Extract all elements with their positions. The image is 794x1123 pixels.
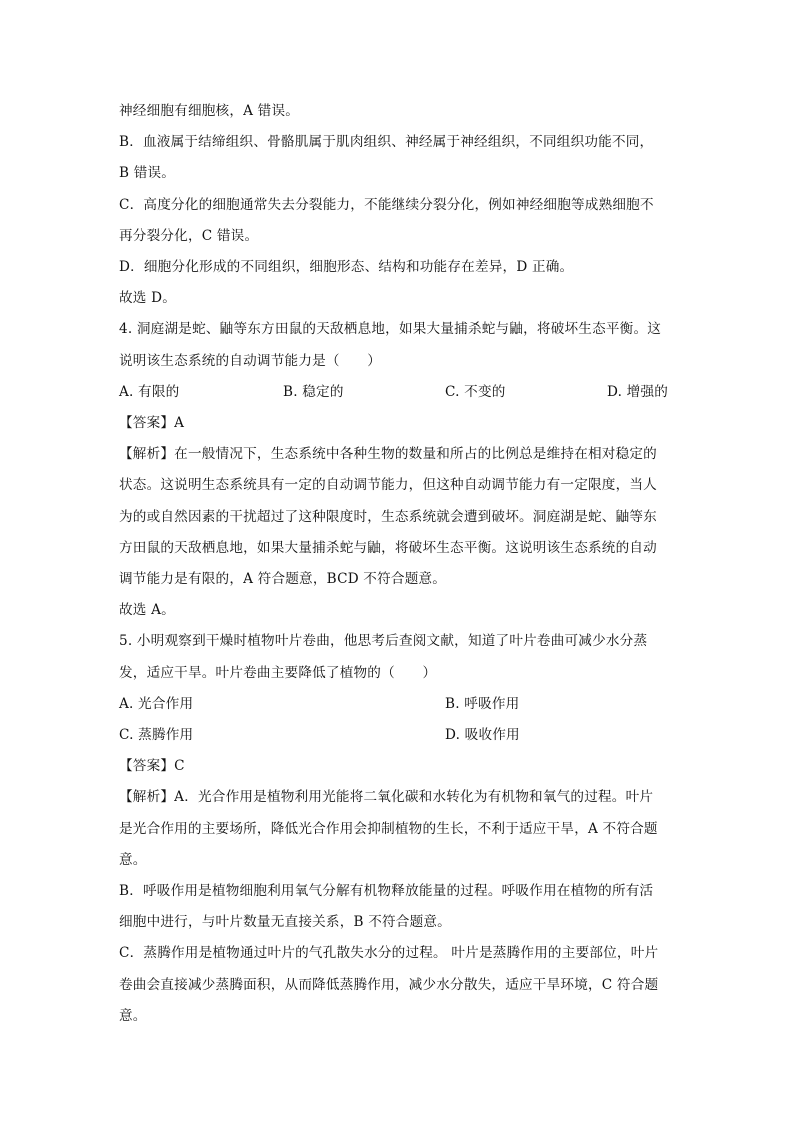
prev-option-d-line: D．细胞分化形成的不同组织，细胞形态、结构和功能存在差异，D 正确。 xyxy=(119,259,574,276)
q4-option-a: A. 有限的 xyxy=(119,383,180,400)
q5-option-c: C. 蒸腾作用 xyxy=(119,727,194,744)
q4-options xyxy=(119,377,679,408)
q5-options-row xyxy=(119,720,679,751)
q5-analysis-line: B．呼吸作用是植物细胞利用氧气分解有机物释放能量的过程。呼吸作用在植物的所有活 xyxy=(119,883,654,900)
q5-analysis-line: 意。 xyxy=(119,1007,147,1024)
q5-analysis-line: 意。 xyxy=(119,851,147,868)
q4-analysis-line: 方田鼠的天敌栖息地，如果大量捕杀蛇与鼬，将破坏生态平衡。这说明该生态系统的自动 xyxy=(119,539,657,556)
q4-option-b: B. 稳定的 xyxy=(283,383,344,400)
q5-option-a: A. 光合作用 xyxy=(119,695,194,712)
q5-analysis-line: 【解析】A．光合作用是植物利用光能将二氧化碳和水转化为有机物和氧气的过程。叶片 xyxy=(119,789,654,806)
q4-answer: 【答案】A xyxy=(119,415,185,432)
prev-option-c-line: C．高度分化的细胞通常失去分裂能力，不能继续分裂分化，例如神经细胞等成熟细胞不 xyxy=(119,196,654,213)
q4-stem: 4. 洞庭湖是蛇、鼬等东方田鼠的天敌栖息地，如果大量捕杀蛇与鼬，将破坏生态平衡。这 xyxy=(119,321,662,338)
q4-analysis-line: 【解析】在一般情况下，生态系统中各种生物的数量和所占的比例总是维持在相对稳定的 xyxy=(119,446,657,463)
q4-option-d: D. 增强的 xyxy=(607,383,669,400)
q4-option-c: C. 不变的 xyxy=(445,383,506,400)
prev-analysis-line: 神经细胞有细胞核，A 错误。 xyxy=(119,103,300,119)
q5-options-row xyxy=(119,689,679,720)
q4-analysis-line: 调节能力是有限的，A 符合题意，BCD 不符合题意。 xyxy=(119,571,447,588)
q5-answer: 【答案】C xyxy=(119,758,185,775)
prev-option-b-line: B 错误。 xyxy=(119,165,176,182)
q5-stem: 发，适应干旱。叶片卷曲主要降低了植物的（ ） xyxy=(119,664,437,681)
prev-choose-line: 故选 D。 xyxy=(119,290,177,307)
q4-choose-line: 故选 A。 xyxy=(119,602,175,619)
q5-option-d: D. 吸收作用 xyxy=(445,727,520,744)
q5-analysis-line: C．蒸腾作用是植物通过叶片的气孔散失水分的过程。 叶片是蒸腾作用的主要部位，叶片 xyxy=(119,945,659,962)
prev-option-b-line: B．血液属于结缔组织、骨骼肌属于肌肉组织、神经属于神经组织，不同组织功能不同， xyxy=(119,134,654,151)
q4-analysis-line: 状态。这说明生态系统具有一定的自动调节能力，但这种自动调节能力有一定限度，当人 xyxy=(119,477,657,494)
q5-stem: 5. 小明观察到干燥时植物叶片卷曲，他思考后查阅文献，知道了叶片卷曲可减少水分蒸 xyxy=(119,633,648,650)
q5-option-b: B. 呼吸作用 xyxy=(445,695,520,712)
q4-analysis-line: 为的或自然因素的干扰超过了这种限度时，生态系统就会遭到破坏。洞庭湖是蛇、鼬等东 xyxy=(119,508,657,525)
prev-option-c-line: 再分裂分化，C 错误。 xyxy=(119,227,259,244)
q5-analysis-line: 卷曲会直接减少蒸腾面积，从而降低蒸腾作用，减少水分散失，适应干旱环境，C 符合题 xyxy=(119,976,659,993)
q4-stem: 说明该生态系统的自动调节能力是（ ） xyxy=(119,352,382,369)
page-content xyxy=(119,96,679,1032)
q5-analysis-line: 细胞中进行，与叶片数量无直接关系，B 不符合题意。 xyxy=(119,914,451,931)
q5-analysis-line: 是光合作用的主要场所，降低光合作用会抑制植物的生长，不利于适应干旱，A 不符合题 xyxy=(119,820,658,837)
